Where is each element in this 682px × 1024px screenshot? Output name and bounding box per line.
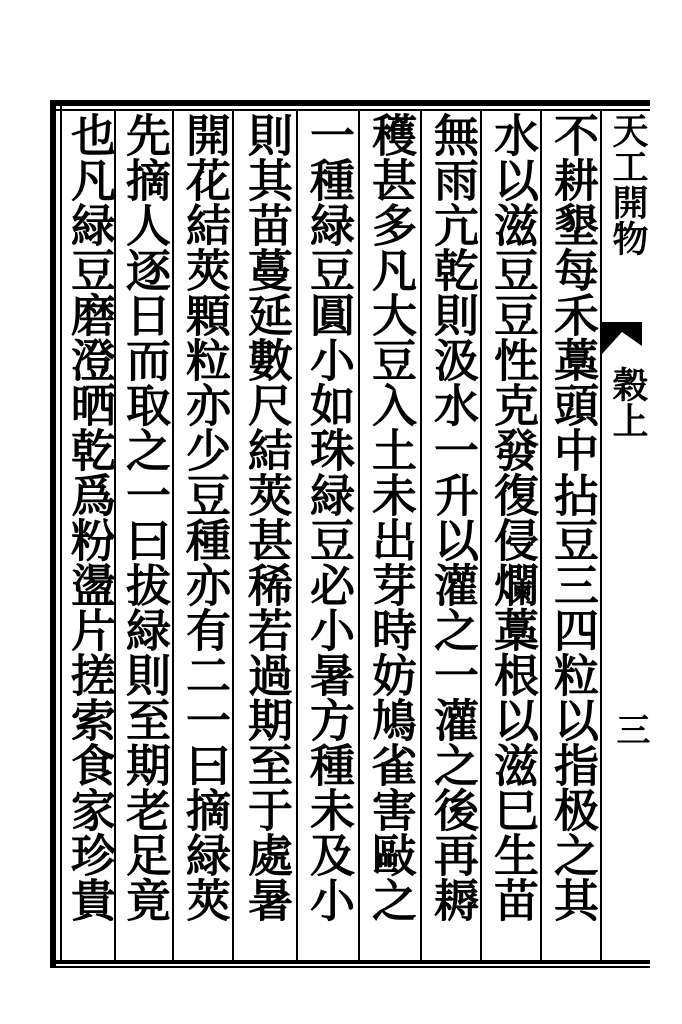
- column-rule: [540, 111, 542, 960]
- column-rule: [600, 111, 602, 960]
- book-title: 天工開物: [607, 112, 649, 256]
- column-rule: [358, 111, 360, 960]
- column-rule: [232, 111, 234, 960]
- frame-bottom-inner-border: [50, 966, 650, 968]
- section-title: 穀上: [607, 366, 649, 438]
- column-rule: [420, 111, 422, 960]
- text-column-6: 則其苗蔓延數尺結莢甚稀若過期至于處暑: [240, 112, 293, 922]
- text-column-7: 開花結莢顆粒亦少豆種亦有二一曰摘緑莢: [178, 112, 231, 922]
- column-rule: [296, 111, 298, 960]
- page-number: 三: [610, 712, 650, 746]
- fishtail-mark-icon: [602, 318, 642, 358]
- frame-top-inner-border: [50, 109, 650, 111]
- text-column-5: 一種緑豆圓小如珠緑豆必小暑方種未及小: [302, 112, 355, 922]
- text-column-3: 無雨亢乾則汲水一升以灌之一灌之後再耨: [426, 112, 479, 922]
- text-column-9: 也凡緑豆磨澄晒乾爲粉盪片搓索食家珍貴: [63, 112, 116, 922]
- column-rule: [480, 111, 482, 960]
- column-rule: [172, 111, 174, 960]
- text-column-2: 水以滋豆豆性克發復侵爛藁根以滋巳生苗: [486, 112, 539, 922]
- text-column-4: 穫甚多凡大豆入土未出芽時妨鳩雀害敺之: [364, 112, 417, 922]
- text-column-1: 不耕墾每禾藁頭中拈豆三四粒以指极之其: [546, 112, 599, 922]
- frame-bottom-border: [50, 960, 650, 964]
- frame-left-border: [50, 100, 56, 968]
- text-column-8: 先摘人逐日而取之一曰拔緑則至期老足竟: [118, 112, 171, 922]
- frame-top-border: [50, 100, 650, 106]
